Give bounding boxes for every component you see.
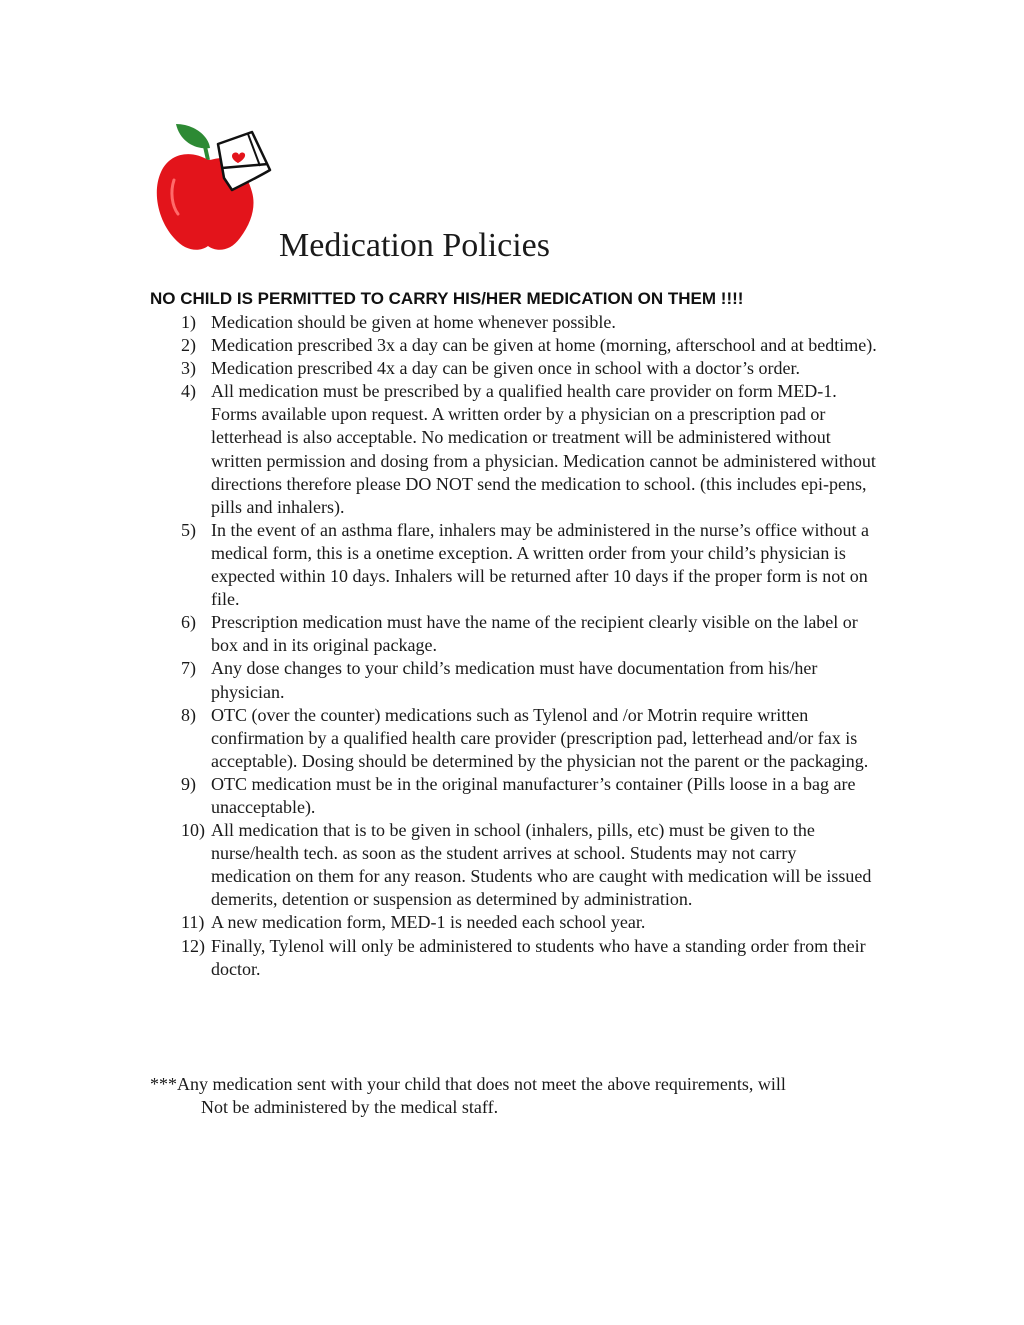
policy-number — [150, 519, 211, 611]
warning-heading: NO CHILD IS PERMITTED TO CARRY HIS/HER MEDICATION ON THEM !!!! — [150, 289, 744, 308]
policy-number — [150, 611, 211, 657]
policy-item — [150, 819, 880, 911]
policy-number-label: 2) — [181, 335, 196, 356]
nurse-cap-icon — [218, 132, 270, 190]
policy-text: Medication prescribed 4x a day can be given once in school with a doctor’s order. — [211, 358, 800, 379]
policy-number — [150, 773, 211, 819]
footnote — [150, 1073, 890, 1119]
policy-text: Medication should be given at home whenever possible. — [211, 312, 616, 332]
policy-item — [150, 773, 880, 819]
policy-number — [150, 911, 211, 934]
policy-number-label: 9) — [181, 773, 196, 794]
policy-text: Prescription medication must have the name of the recipient clearly visible on the label or box and in its original package. — [211, 612, 858, 656]
policy-number — [150, 935, 211, 981]
policy-number-label: 3) — [181, 358, 196, 379]
policy-item — [150, 704, 880, 773]
policy-number-label: 10) — [181, 820, 205, 841]
policy-item — [150, 935, 880, 981]
policy-number-label: 11) — [181, 912, 205, 933]
policy-item — [150, 311, 880, 334]
footnote-line: ***Any medication sent with your child that does not meet the above requirements, will — [150, 1074, 786, 1094]
policy-text: In the event of an asthma flare, inhalers may be administered in the nurse’s office without a medical form, this is a onetime exception. A written order from your child’s physician is expected within 10 days. Inhalers will be returned after 10 days if the proper form is not on file. — [211, 519, 869, 610]
policy-text: Medication prescribed 3x a day can be given at home (morning, afterschool and at bedtime). — [211, 335, 877, 356]
policy-item — [150, 334, 880, 357]
policy-item — [150, 911, 880, 934]
policy-text: All medication that is to be given in school (inhalers, pills, etc) must be given to the nurse/health tech. as soon as the student arrives at school. Students may not carry medication on them for any reason. Students who are caught with medication will be issued demerits, detention or suspension as determined by administration. — [211, 820, 872, 910]
policy-number-label: 8) — [181, 704, 196, 725]
apple-with-nurse-cap-icon — [152, 120, 278, 256]
policy-number-label: 4) — [181, 381, 196, 402]
policy-number-label: 5) — [181, 519, 196, 540]
policy-item — [150, 611, 880, 657]
policy-number-label: 6) — [181, 612, 196, 633]
policy-number — [150, 380, 211, 519]
policy-text: A new medication form, MED-1 is needed each school year. — [211, 912, 646, 933]
policy-item — [150, 519, 880, 611]
policy-number — [150, 357, 211, 380]
policy-number-label: 12) — [181, 935, 205, 956]
policy-number — [150, 657, 211, 703]
policy-item — [150, 657, 880, 703]
policy-number — [150, 334, 211, 357]
policy-number — [150, 704, 211, 773]
policy-text: OTC (over the counter) medications such as Tylenol and /or Motrin require written confirmation by a qualified health care provider (prescription pad, letterhead and/or fax is acceptable). Dosing should be determined by the physician not the parent or the packaging. — [211, 704, 869, 771]
policy-text: OTC medication must be in the original manufacturer’s container (Pills loose in a bag are unacceptable). — [211, 773, 856, 817]
policy-text: Any dose changes to your child’s medication must have documentation from his/her physician. — [211, 658, 818, 702]
policy-number — [150, 819, 211, 911]
policy-text: Finally, Tylenol will only be administered to students who have a standing order from their doctor. — [211, 935, 866, 979]
page-title: Medication Policies — [279, 227, 551, 264]
policy-item — [150, 357, 880, 380]
policy-text: All medication must be prescribed by a qualified health care provider on form MED-1. Forms available upon request. A written order by a physician on a prescription pad or letterhead is also acceptable. No medication or treatment will be administered without written permission and dosing from a physician. Medication cannot be administered without directions therefore please DO NOT send the medication to school. (this includes epi-pens, pills and inhalers). — [211, 381, 876, 517]
policy-number-label: 7) — [181, 658, 196, 679]
policy-number-label: 1) — [181, 312, 196, 332]
footnote-line: Not be administered by the medical staff. — [201, 1097, 499, 1118]
policy-item — [150, 380, 880, 519]
policy-list — [150, 311, 880, 981]
policy-number — [150, 311, 211, 334]
